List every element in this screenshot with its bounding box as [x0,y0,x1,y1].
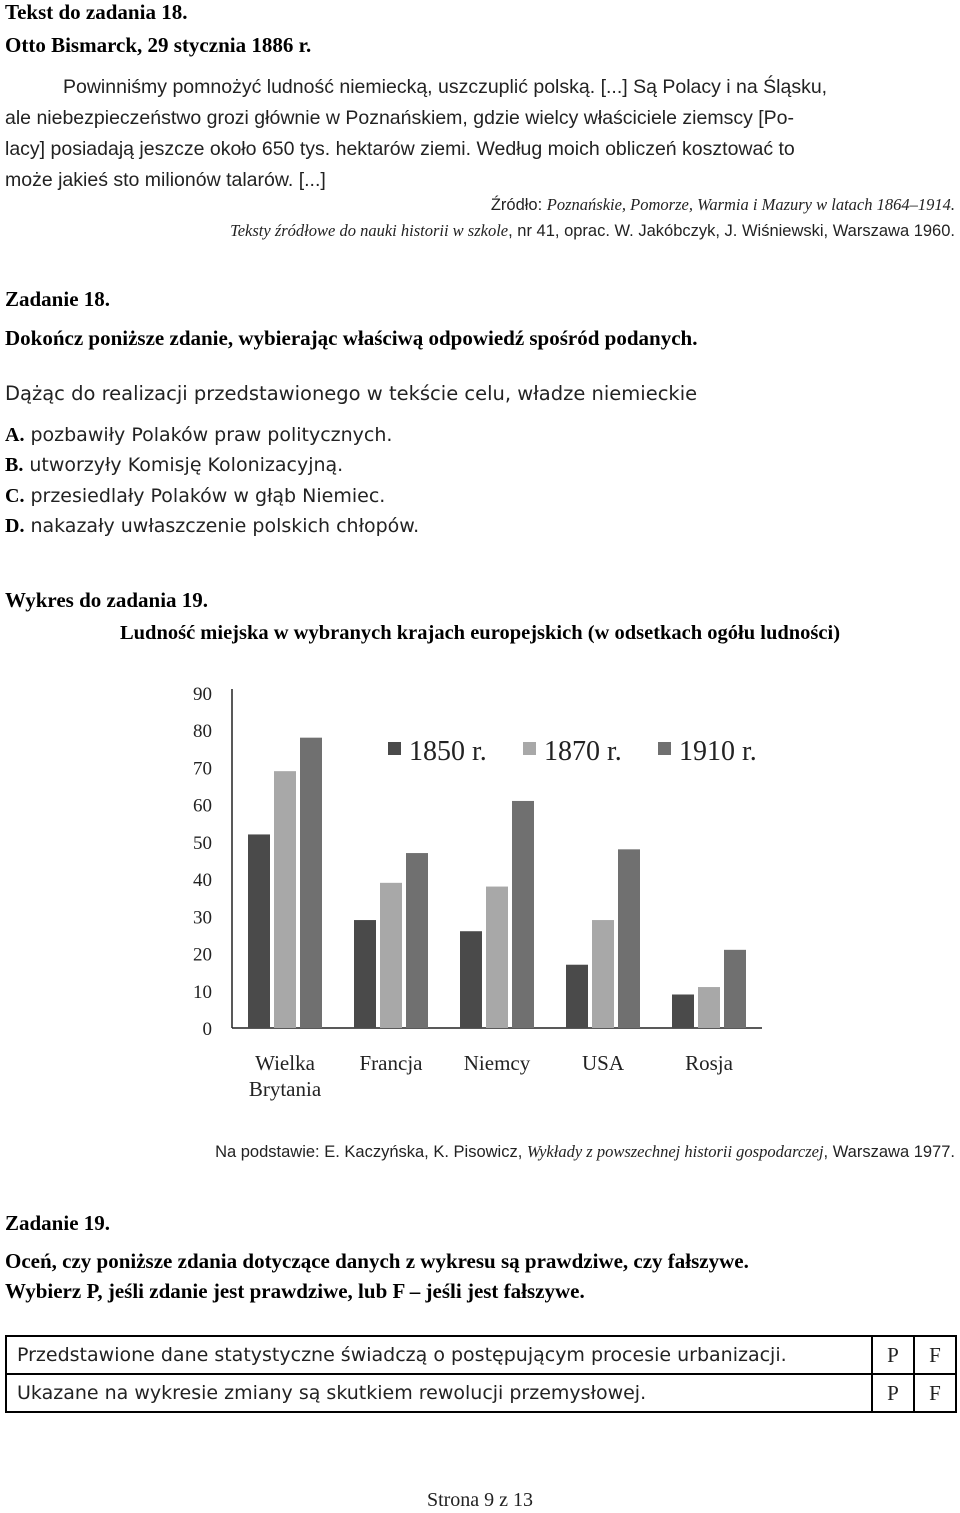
source-quote [5,72,957,196]
answer-p-cell[interactable]: P [872,1336,914,1374]
bar [274,771,296,1028]
chart-title: Ludność miejska w wybranych krajach europejskich (w odsetkach ogółu ludności) [119,622,841,644]
bar [380,883,402,1028]
bar [354,920,376,1028]
source-citation-2 [0,221,955,241]
bar [300,738,322,1028]
y-tick-label: 10 [193,981,212,1003]
statement-text: Ukazane na wykresie zmiany są skutkiem rewolucji przemysłowej. [6,1374,872,1412]
y-tick-label: 80 [193,721,212,743]
task19-instruction-2: Wybierz P, jeśli zdanie jest prawdziwe, lub F – jeśli jest fałszywe. [5,1279,585,1303]
source-rest: , nr 41, oprac. W. Jakóbczyk, J. Wiśniewski, Warszawa 1960. [508,222,955,240]
bar [406,853,428,1028]
y-tick-label: 50 [193,832,212,854]
x-tick-label: Rosja [685,1051,733,1075]
option-letter: C. [5,485,25,507]
bar [672,995,694,1029]
x-tick-label: Wielka [255,1051,315,1075]
caption-prefix: Na podstawie: E. Kaczyńska, K. Pisowicz, [215,1143,527,1161]
y-tick-label: 30 [193,907,212,929]
chart-heading: Wykres do zadania 19. [5,588,209,612]
legend-label: 1870 r. [544,736,622,767]
quote-line: lacy] posiadają jeszcze około 650 tys. hektarów ziemi. Według moich obliczeń kosztować to [5,138,795,160]
task18-instruction: Dokończ poniższe zdanie, wybierając właściwą odpowiedź spośród podanych. [5,326,698,350]
x-axis-labels [249,1051,734,1101]
bars-group [248,738,746,1028]
table-row [6,1336,956,1374]
y-tick-label: 70 [193,758,212,780]
y-axis-ticks [193,684,212,1040]
bar [248,834,270,1028]
x-tick-label: USA [581,1051,625,1075]
option-letter: D. [5,515,25,537]
source-title-2: Teksty źródłowe do nauki historii w szkole [230,221,509,240]
y-tick-label: 40 [193,870,212,892]
option-letter: A. [5,424,25,446]
task19-instruction-1: Oceń, czy poniższe zdania dotyczące danych z wykresu są prawdziwe, czy fałszywe. [5,1249,749,1273]
chart-legend [388,736,757,767]
option-text: pozbawiły Polaków praw politycznych. [30,424,393,446]
task19-heading: Zadanie 19. [5,1211,111,1235]
x-tick-label: Francja [359,1051,423,1075]
option-d[interactable] [5,515,419,538]
bar [592,920,614,1028]
quote-line: Powinniśmy pomnożyć ludność niemiecką, uszczuplić polską. [...] Są Polacy i na Śląsku, [63,76,828,98]
y-tick-label: 90 [193,684,212,705]
answer-f-cell[interactable]: F [914,1374,956,1412]
task18-heading: Zadanie 18. [5,287,111,311]
caption-rest: , Warszawa 1977. [823,1143,955,1161]
caption-title: Wykłady z powszechnej historii gospodarczej [526,1142,824,1161]
x-tick-label: Brytania [248,1077,322,1101]
legend-label: 1910 r. [679,736,757,767]
source-prefix: Źródło: [490,196,547,214]
y-tick-label: 60 [193,795,212,817]
quote-line: może jakieś sto milionów talarów. [...] [5,169,326,191]
true-false-table [5,1335,957,1413]
option-text: utworzyły Komisję Kolonizacyjną. [29,454,344,476]
x-tick-label: Niemcy [463,1051,531,1075]
y-tick-label: 0 [202,1019,212,1040]
option-text: przesiedlały Polaków w głąb Niemiec. [30,485,386,507]
page-number: Strona 9 z 13 [426,1489,534,1511]
task18-stem: Dążąc do realizacji przedstawionego w tekście celu, władze niemieckie [5,382,698,405]
chart-caption [0,1142,955,1162]
legend-swatch [388,742,401,755]
bar [618,849,640,1028]
quote-line: ale niebezpieczeństwo grozi głównie w Poznańskiem, gdzie wielcy właściciele ziemscy [Po- [5,107,795,129]
option-c[interactable] [5,485,385,508]
answer-f-cell[interactable]: F [914,1336,956,1374]
source-citation-1 [0,195,955,215]
table-row [6,1374,956,1412]
bar-chart [0,660,960,1120]
bar [566,965,588,1028]
statement-text: Przedstawione dane statystyczne świadczą o postępującym procesie urbanizacji. [6,1336,872,1374]
option-a[interactable] [5,424,392,447]
bar [460,931,482,1028]
legend-label: 1850 r. [409,736,487,767]
y-tick-label: 20 [193,944,212,966]
bar [486,887,508,1028]
option-letter: B. [5,454,24,476]
bar [698,987,720,1028]
text-heading: Tekst do zadania 18. [5,0,188,24]
bar [724,950,746,1028]
text-subheading: Otto Bismarck, 29 stycznia 1886 r. [5,33,312,57]
source-title: Poznańskie, Pomorze, Warmia i Mazury w latach 1864–1914. [546,195,955,214]
legend-swatch [523,742,536,755]
option-b[interactable] [5,454,343,477]
bar [512,801,534,1028]
legend-swatch [658,742,671,755]
option-text: nakazały uwłaszczenie polskich chłopów. [30,515,420,537]
answer-p-cell[interactable]: P [872,1374,914,1412]
